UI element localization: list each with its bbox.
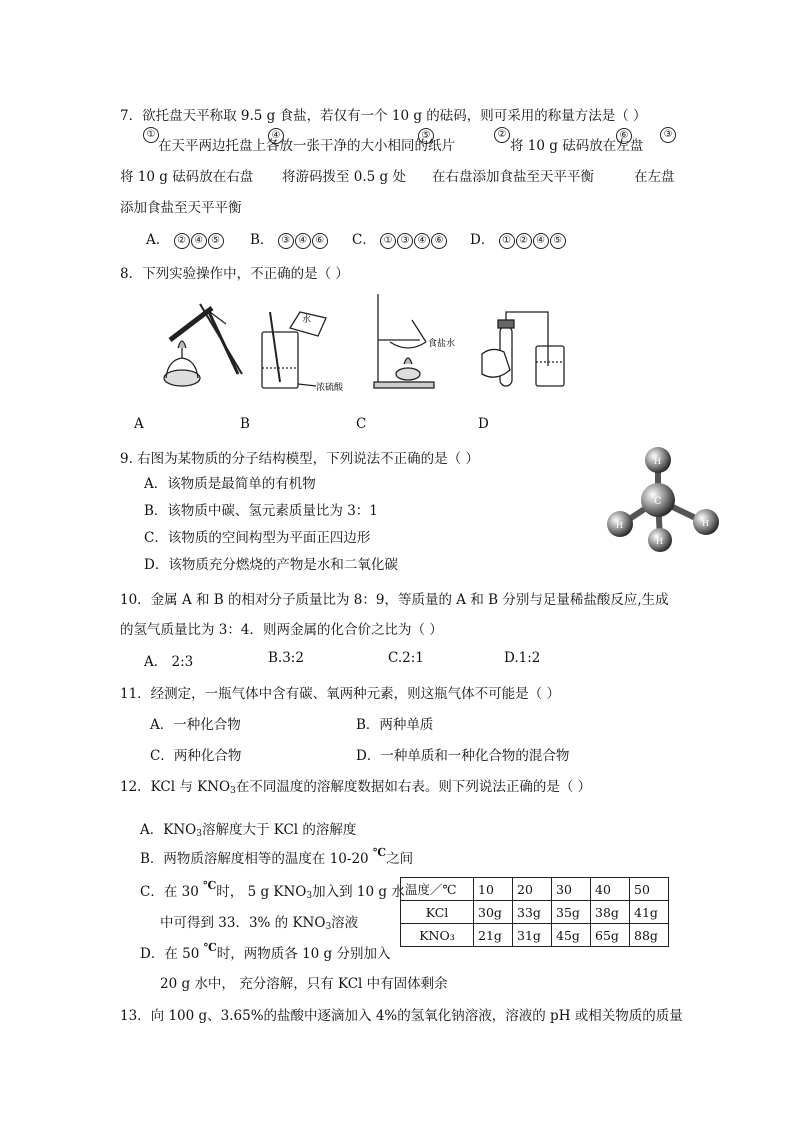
table-cell: KNO₃	[401, 924, 474, 947]
q7-step-6-b: 添加食盐至天平平衡	[120, 200, 242, 216]
circled-number: ④	[414, 233, 430, 249]
table-cell: 31g	[513, 924, 552, 947]
circled-number: ①	[499, 233, 515, 249]
table-cell: 30g	[474, 901, 513, 924]
table-cell: 50	[630, 878, 669, 901]
circled-number: ①	[380, 233, 396, 249]
q12-option-b: B．两物质溶解度相等的温度在 10-20 ℃之间	[140, 846, 414, 867]
q12-option-d: D．在 50 ℃时，两物质各 10 g 分别加入	[140, 941, 391, 962]
figure-b-letter: B	[240, 416, 250, 432]
q9-stem: 9. 右图为某物质的分子结构模型，下列说法不正确的是（ ）	[120, 451, 479, 467]
q11-option-a: A．一种化合物	[150, 717, 241, 733]
option-letter: D．	[470, 232, 495, 248]
option-letter: A．	[146, 232, 170, 248]
figure-b-dilution	[262, 312, 326, 388]
table-row	[401, 901, 669, 924]
methane-molecule-model	[600, 440, 730, 560]
figure-c-evaporation	[374, 294, 434, 388]
table-cell: 45g	[552, 924, 591, 947]
circled-number: ⑥	[312, 233, 328, 249]
q7-option-b	[250, 228, 328, 249]
solubility-table	[400, 877, 669, 947]
q12-option-c: C．在 30 ℃时， 5 g $KNO_3$加入到 10 g 水	[140, 879, 405, 901]
circled-number: ④	[295, 233, 311, 249]
label-water: 水	[302, 315, 312, 325]
q10-option-b: B.3:2	[268, 650, 304, 666]
table-cell: 40	[591, 878, 630, 901]
q7-stem: 7．欲托盘天平称取 9.5 g 食盐，若仅有一个 10 g 的砝码，则可采用的称量方法是（ ）	[120, 108, 647, 124]
circled-number: ③	[397, 233, 413, 249]
q10-line-1: 10．金属 A 和 B 的相对分子质量比为 8：9，等质量的 A 和 B 分别与足量稀盐酸反应,生成	[120, 592, 669, 608]
q9-option-b: B．该物质中碳、氢元素质量比为 3：1	[144, 503, 378, 519]
circled-number: ⑥	[431, 233, 447, 249]
q9-option-d: D．该物质充分燃烧的产物是水和二氧化碳	[144, 557, 398, 573]
q13-stem: 13．向 100 g、3.65%的盐酸中逐滴加入 4%的氢氧化钠溶液，溶液的 pH 或相关物质的质量	[120, 1008, 683, 1024]
q12-stem: 12．KCl 与 $KNO_3$在不同温度的溶解度数据如右表。则下列说法正确的是（ ）	[120, 779, 592, 796]
q7-step-1: 在天平两边托盘上各放一张干净的大小相同的纸片	[158, 138, 455, 154]
figure-c-letter: C	[356, 416, 367, 432]
circled-number: ⑤	[550, 233, 566, 249]
table-cell: 21g	[474, 924, 513, 947]
circled-number-4: ④	[268, 128, 284, 144]
q11-option-c: C．两种化合物	[150, 748, 242, 764]
q7-option-a	[146, 228, 224, 249]
circled-number: ③	[278, 233, 294, 249]
table-cell: 38g	[591, 901, 630, 924]
atom-label-h: H	[656, 537, 663, 546]
q7-step-3: 将 10 g 砝码放在右盘	[120, 169, 254, 185]
label-acid: 浓硫酸	[316, 383, 344, 393]
option-letter: B．	[250, 232, 274, 248]
circled-number: ②	[174, 233, 190, 249]
q10-line-2: 的氢气质量比为 3：4．则两金属的化合价之比为（ ）	[120, 622, 443, 638]
atom-label-h: H	[654, 457, 661, 466]
option-letter: C．	[352, 232, 376, 248]
circled-number-6: ⑥	[616, 128, 632, 144]
figure-d-airtight-check	[482, 312, 564, 386]
q7-option-c	[352, 228, 447, 249]
table-cell: 88g	[630, 924, 669, 947]
table-cell: KCl	[401, 901, 474, 924]
q12-option-d-cont: 20 g 水中， 充分溶解，只有 KCl 中有固体剩余	[160, 976, 448, 992]
q9-option-a: A．该物质是最简单的有机物	[144, 476, 316, 492]
q7-step-2: 将 10 g 砝码放在左盘	[510, 138, 644, 154]
q10-option-a: A． 2:3	[144, 654, 194, 670]
atom-label-h: H	[702, 519, 709, 528]
circled-number: ④	[191, 233, 207, 249]
table-cell: 65g	[591, 924, 630, 947]
table-cell: 41g	[630, 901, 669, 924]
figure-a-heating-tube	[164, 304, 242, 386]
q7-option-d	[470, 228, 566, 249]
table-cell: 30	[552, 878, 591, 901]
atom-label-h: H	[616, 521, 623, 530]
figure-a-letter: A	[134, 416, 144, 432]
table-row	[401, 924, 669, 947]
atom-label-c: C	[654, 496, 662, 507]
q7-step-5: 在右盘添加食盐至天平平衡	[432, 169, 594, 185]
q10-option-c: C.2:1	[388, 650, 424, 666]
circled-number: ⑤	[208, 233, 224, 249]
circled-number-5: ⑤	[418, 128, 434, 144]
table-cell: 10	[474, 878, 513, 901]
q12-option-c-cont: 中可得到 33．3% 的 $KNO_3$溶液	[160, 915, 359, 932]
q8-stem: 8．下列实验操作中，不正确的是（ ）	[120, 266, 349, 282]
circled-number-2: ②	[494, 127, 510, 143]
q10-option-d: D.1:2	[504, 650, 541, 666]
table-cell: 温度／℃	[401, 878, 474, 901]
q9-option-c: C．该物质的空间构型为平面正四边形	[144, 530, 371, 546]
q11-stem: 11．经测定，一瓶气体中含有碳、氧两种元素，则这瓶气体不可能是（ ）	[120, 686, 560, 702]
label-brine: 食盐水	[428, 339, 456, 349]
q8-apparatus-figures	[130, 290, 690, 400]
q11-option-b: B．两种单质	[356, 717, 434, 733]
q12-option-a: A．$KNO_3$溶解度大于 KCl 的溶解度	[140, 822, 357, 839]
table-cell: 33g	[513, 901, 552, 924]
table-cell: 35g	[552, 901, 591, 924]
figure-d-letter: D	[478, 416, 489, 432]
q11-option-d: D．一种单质和一种化合物的混合物	[356, 748, 570, 764]
table-header-row	[401, 878, 669, 901]
circled-number-3: ③	[660, 127, 676, 143]
circled-number: ④	[533, 233, 549, 249]
q7-step-6-a: 在左盘	[634, 169, 675, 185]
circled-number: ②	[516, 233, 532, 249]
table-cell: 20	[513, 878, 552, 901]
q7-step-4: 将游码拨至 0.5 g 处	[282, 169, 406, 185]
circled-number-1: ①	[143, 127, 159, 143]
